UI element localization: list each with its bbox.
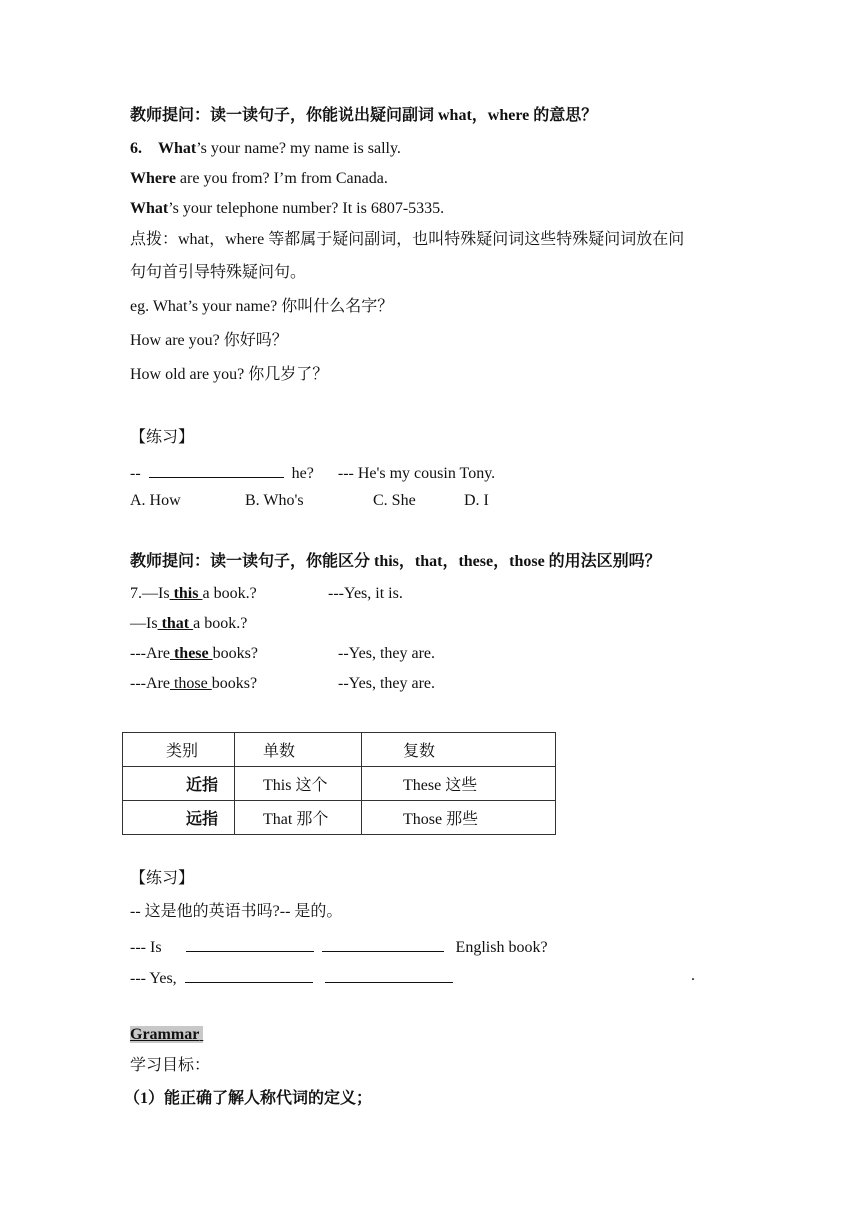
exercise-1-question: -- he? --- He's my cousin Tony. — [130, 461, 495, 484]
table-cell: 远指 — [123, 801, 235, 835]
table-cell: This 这个 — [235, 767, 362, 801]
table-cell: 近指 — [123, 767, 235, 801]
exercise-1-title: 【练习】 — [130, 429, 195, 446]
option-b: B. Who's — [245, 492, 304, 509]
grammar-heading: Grammar — [130, 1025, 203, 1045]
option-c: C. She — [373, 492, 416, 509]
example-sentence-3: What’s your telephone number? It is 6807-5335. — [130, 200, 445, 217]
table-row — [123, 801, 556, 835]
table-header-row — [123, 733, 556, 767]
exercise-2-line-1: --- Is English book? — [130, 935, 548, 958]
answer-blank[interactable] — [325, 966, 453, 983]
answer-blank[interactable] — [149, 461, 284, 478]
demo-sentence-3: ---Are these books? — [130, 645, 258, 662]
tip-line-1: 点拨：what，where 等都属于疑问副词，也叫特殊疑问词这些特殊疑问词放在问 — [130, 231, 685, 248]
example-2: How are you? 你好吗？ — [130, 332, 288, 349]
exercise-2-question: -- 这是他的英语书吗?-- 是的。 — [130, 903, 343, 920]
table-cell: 类别 — [123, 733, 235, 767]
learning-goals-label: 学习目标： — [130, 1057, 211, 1074]
table-cell: Those 那些 — [362, 801, 556, 835]
example-1: eg. What’s your name? 你叫什么名字？ — [130, 298, 394, 315]
table-cell: 复数 — [362, 733, 556, 767]
option-d: D. I — [464, 492, 489, 509]
exercise-2-period: . — [691, 967, 695, 984]
demo-sentence-2: —Is that a book.? — [130, 615, 248, 632]
teacher-question-1: 教师提问：读一读句子，你能说出疑问副词 what，where 的意思？ — [130, 107, 598, 124]
demo-answer-4: --Yes, they are. — [338, 675, 436, 692]
table-cell: 单数 — [235, 733, 362, 767]
exercise-2-title: 【练习】 — [130, 870, 195, 887]
tip-line-2: 句句首引导特殊疑问句。 — [130, 264, 307, 281]
table-row — [123, 767, 556, 801]
teacher-question-2: 教师提问：读一读句子，你能区分 this，that，these，those 的用法区别吗？ — [130, 553, 661, 570]
answer-blank[interactable] — [185, 966, 313, 983]
demo-answer-1: ---Yes, it is. — [328, 585, 403, 602]
table-cell: That 那个 — [235, 801, 362, 835]
example-sentence-2: Where are you from? I’m from Canada. — [130, 170, 388, 187]
answer-blank[interactable] — [322, 935, 444, 952]
example-sentence-1: 6. What’s your name? my name is sally. — [130, 140, 401, 157]
table-cell: These 这些 — [362, 767, 556, 801]
demonstrative-table — [122, 732, 556, 835]
demo-answer-3: --Yes, they are. — [338, 645, 436, 662]
exercise-2-line-2: --- Yes, — [130, 966, 453, 989]
learning-goal-1: （1）能正确了解人称代词的定义； — [124, 1090, 373, 1107]
answer-blank[interactable] — [186, 935, 314, 952]
example-3: How old are you? 你几岁了？ — [130, 366, 329, 383]
option-a: A. How — [130, 492, 181, 509]
demo-sentence-1: 7.—Is this a book.? — [130, 585, 257, 602]
demo-sentence-4: ---Are those books? — [130, 675, 258, 692]
